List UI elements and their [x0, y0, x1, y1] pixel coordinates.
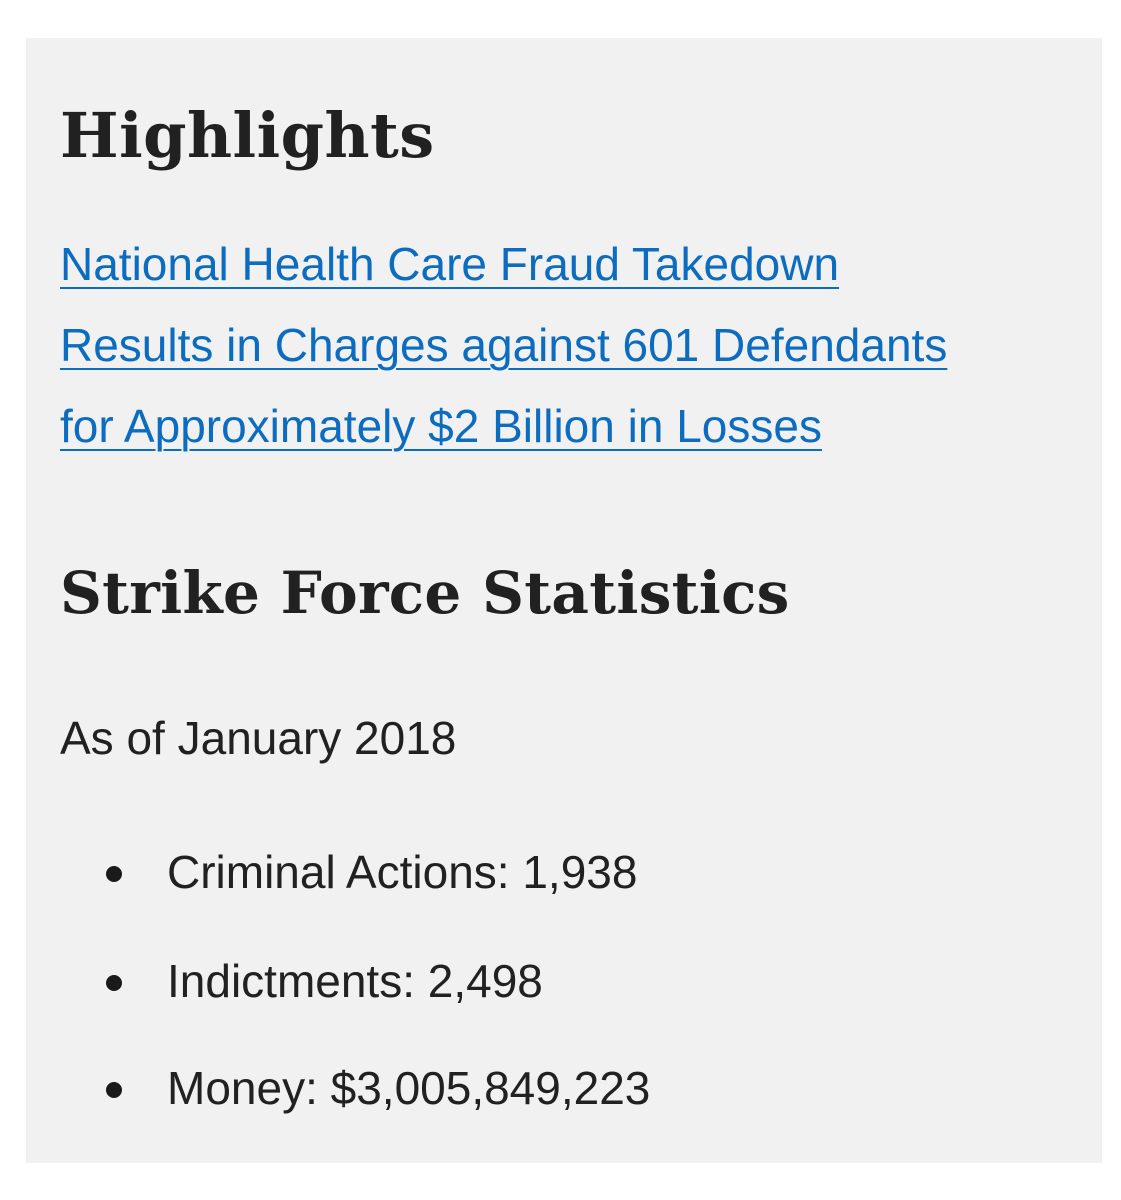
strike-force-heading: Strike Force Statistics: [60, 559, 790, 627]
bullet-icon: [106, 866, 122, 882]
link-line-3: for Approximately $2 Billion in Losses: [60, 400, 822, 452]
takedown-news-link[interactable]: [60, 238, 947, 452]
highlights-panel: [26, 38, 1102, 1163]
stat-criminal-actions: [106, 844, 1006, 900]
takedown-news-link-container: [60, 224, 1060, 467]
stat-label: Indictments: 2,498: [167, 955, 543, 1007]
link-line-1: National Health Care Fraud Takedown: [60, 238, 840, 290]
stat-indictments: [106, 953, 1006, 1009]
stat-label: Money: $3,005,849,223: [167, 1062, 651, 1114]
stat-label: Criminal Actions: 1,938: [167, 846, 638, 898]
as-of-date: As of January 2018: [60, 712, 457, 764]
bullet-icon: [106, 975, 122, 991]
highlights-heading: Highlights: [60, 99, 435, 172]
stat-money: [106, 1060, 1006, 1116]
bullet-icon: [106, 1082, 122, 1098]
link-line-2: Results in Charges against 601 Defendants: [60, 319, 948, 371]
